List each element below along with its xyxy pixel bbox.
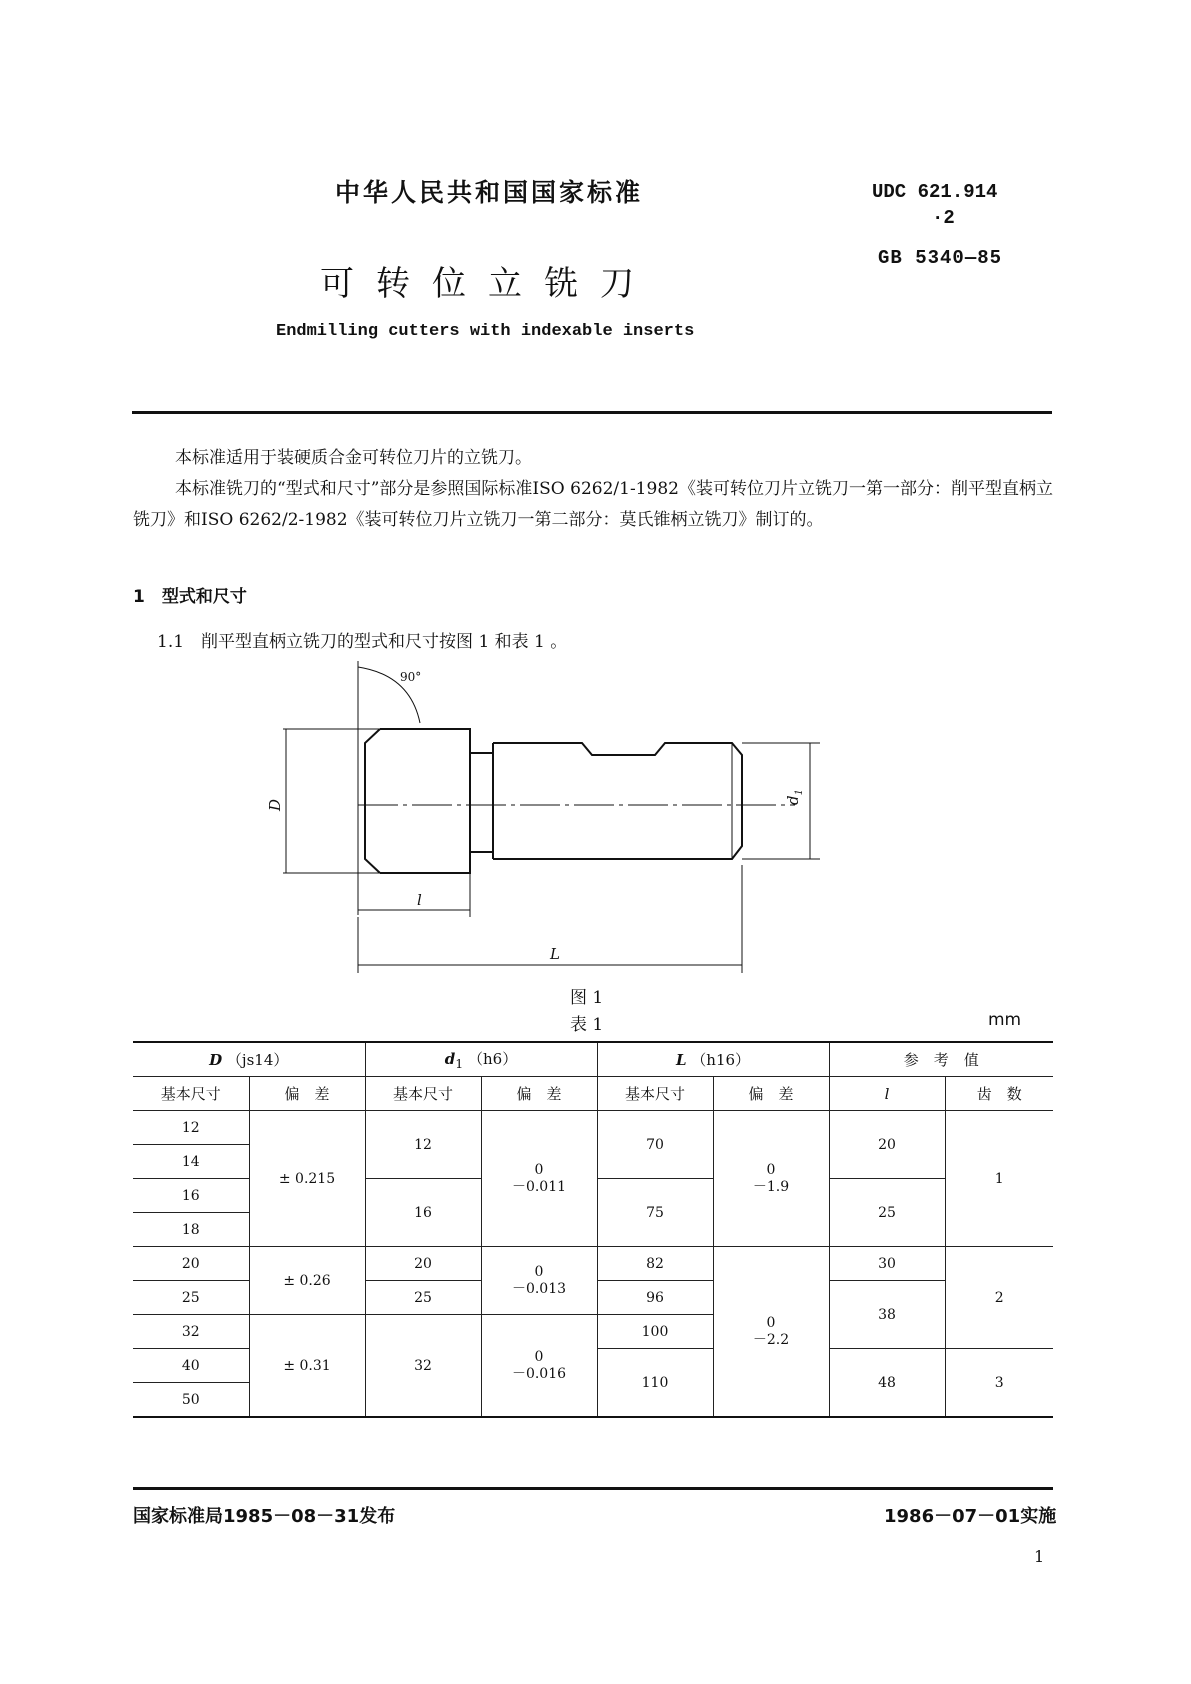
- label-L: L: [550, 945, 560, 963]
- cell-d1: 12: [365, 1111, 481, 1179]
- cell-d1: 20: [365, 1247, 481, 1281]
- table-unit: mm: [988, 1010, 1022, 1030]
- cell-d1: 16: [365, 1179, 481, 1247]
- subheader-basic: 基本尺寸: [133, 1077, 249, 1111]
- cell-l: 20: [829, 1111, 945, 1179]
- udc-code-sub: ·2: [932, 207, 955, 229]
- cell-D: 40: [133, 1349, 249, 1383]
- udc-code: UDC 621.914: [872, 181, 998, 203]
- label-d1: $d_1$: [784, 789, 805, 805]
- label-l: l: [417, 891, 422, 909]
- neck-outline: [470, 753, 493, 852]
- document-title: 可转位立铣刀: [320, 264, 656, 304]
- subheader-teeth: 齿 数: [945, 1077, 1053, 1111]
- cell-D: 12: [133, 1111, 249, 1145]
- table-row: [133, 1247, 1053, 1281]
- subsection-text: 1.1 削平型直柄立铣刀的型式和尺寸按图 1 和表 1 。: [157, 632, 568, 652]
- cell-D-dev: ± 0.26: [249, 1247, 365, 1315]
- implement-date: 1986－07－01实施: [884, 1506, 1057, 1527]
- label-D: D: [266, 798, 284, 811]
- cell-L: 75: [597, 1179, 713, 1247]
- cell-teeth: 3: [945, 1349, 1053, 1418]
- table-row: [133, 1111, 1053, 1145]
- cell-D: 14: [133, 1145, 249, 1179]
- table-subheader-row: [133, 1077, 1053, 1111]
- shank-outline: [493, 743, 742, 859]
- cell-D: 25: [133, 1281, 249, 1315]
- cutter-head-outline: [380, 729, 470, 873]
- cell-L: 96: [597, 1281, 713, 1315]
- cell-teeth: 2: [945, 1247, 1053, 1349]
- cell-D-dev: ± 0.215: [249, 1111, 365, 1247]
- cell-D: 20: [133, 1247, 249, 1281]
- standard-org-title: 中华人民共和国国家标准: [335, 178, 644, 207]
- cell-l: 30: [829, 1247, 945, 1281]
- cell-L: 70: [597, 1111, 713, 1179]
- table-header-row: [133, 1042, 1053, 1077]
- cell-d1-dev: 0 －0.011: [481, 1111, 597, 1247]
- english-title: Endmilling cutters with indexable inserts: [276, 322, 695, 341]
- cell-L-dev: 0 －1.9: [713, 1111, 829, 1247]
- gb-code: GB 5340—85: [878, 247, 1003, 269]
- cell-l: 38: [829, 1281, 945, 1349]
- figure-1-drawing: [266, 655, 900, 985]
- subheader-basic: 基本尺寸: [365, 1077, 481, 1111]
- cell-d1-dev: 0 －0.013: [481, 1247, 597, 1315]
- header-L: L （h16）: [597, 1042, 829, 1077]
- header-reference: 参 考 值: [829, 1042, 1053, 1077]
- cell-l: 25: [829, 1179, 945, 1247]
- header-D: D （js14）: [133, 1042, 365, 1077]
- cell-D: 16: [133, 1179, 249, 1213]
- intro-paragraph-1: 本标准适用于装硬质合金可转位刀片的立铣刀。: [175, 448, 532, 468]
- cell-d1: 32: [365, 1315, 481, 1418]
- intro-paragraph-2: 本标准铣刀的“型式和尺寸”部分是参照国际标准ISO 6262/1-1982《装可转位刀片立铣刀一第一部分：削平型直柄立铣刀》和ISO 6262/2-1982《装可转位刀片立铣刀一第二部分：莫氏锥柄立铣刀》制订的。: [133, 479, 1053, 530]
- cell-D: 50: [133, 1383, 249, 1418]
- cell-l: 48: [829, 1349, 945, 1418]
- cell-D-dev: ± 0.31: [249, 1315, 365, 1418]
- header-rule: [132, 411, 1052, 414]
- cell-L: 100: [597, 1315, 713, 1349]
- section-heading: 1 型式和尺寸: [133, 587, 247, 607]
- page-number: 1: [1034, 1547, 1045, 1566]
- cell-L: 82: [597, 1247, 713, 1281]
- cell-D: 32: [133, 1315, 249, 1349]
- cell-d1: 25: [365, 1281, 481, 1315]
- subheader-dev: 偏 差: [249, 1077, 365, 1111]
- cell-L-dev: 0 －2.2: [713, 1247, 829, 1418]
- table-caption: 表 1: [570, 1015, 604, 1035]
- subheader-dev: 偏 差: [481, 1077, 597, 1111]
- header-d1: $d_1$ （h6）: [365, 1042, 597, 1077]
- dimension-table: [133, 1041, 1053, 1418]
- footer-rule: [133, 1487, 1053, 1490]
- publish-date: 国家标准局1985－08－31发布: [133, 1506, 396, 1527]
- subheader-basic: 基本尺寸: [597, 1077, 713, 1111]
- subheader-dev: 偏 差: [713, 1077, 829, 1111]
- subheader-l: l: [829, 1077, 945, 1111]
- cell-teeth: 1: [945, 1111, 1053, 1247]
- cell-D: 18: [133, 1213, 249, 1247]
- angle-label: 90°: [400, 670, 422, 684]
- figure-caption: 图 1: [570, 988, 604, 1008]
- cell-d1-dev: 0 －0.016: [481, 1315, 597, 1418]
- cell-L: 110: [597, 1349, 713, 1418]
